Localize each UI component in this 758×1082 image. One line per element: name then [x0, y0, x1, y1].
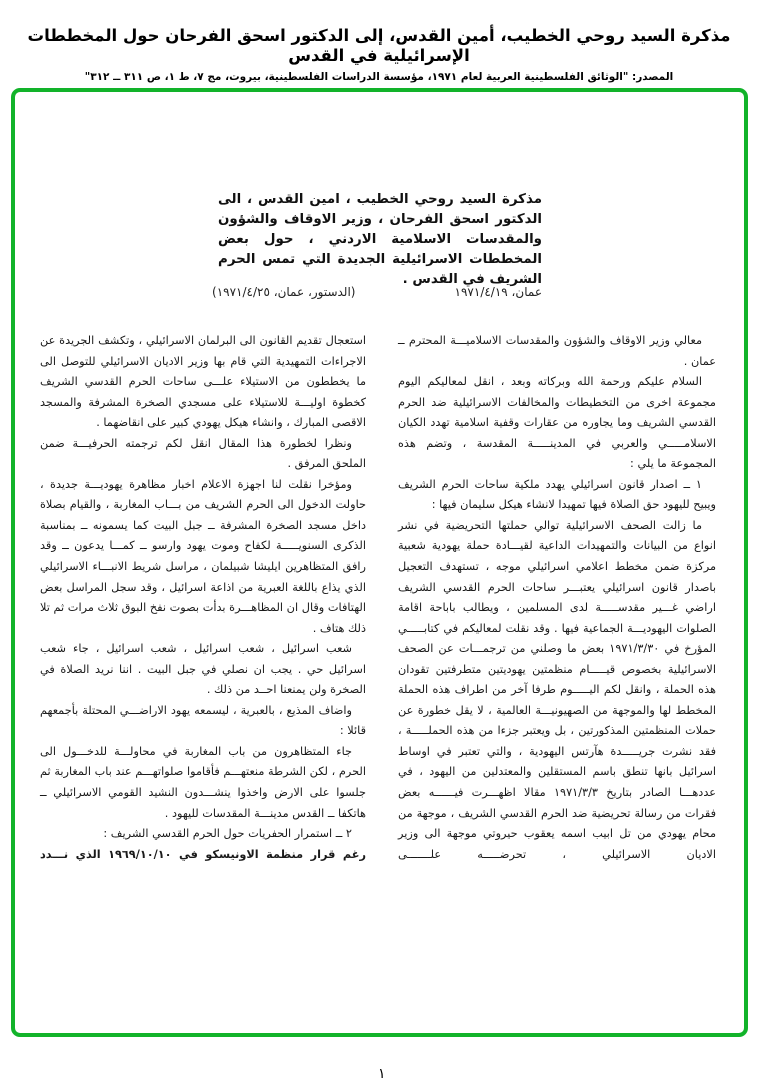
page-number: ١: [378, 1066, 386, 1082]
page-title: مذكرة السيد روحي الخطيب، أمين القدس، إلى الدكتور اسحق الفرحان حول المخططات الإسرائيلية في القدس: [27, 26, 731, 65]
publication-reference: (الدستور، عمان، ١٩٧١/٤/٢٥): [212, 285, 356, 299]
paragraph: رغم قرار منظمة الاونيسكو في ١٩٦٩/١٠/١٠ الذي نـــدد: [40, 847, 366, 861]
left-column: [40, 331, 366, 865]
paragraph: ونظرا لخطورة هذا المقال انقل لكم ترجمته الحرفيـــة ضمن الملحق المرفق .: [40, 436, 366, 471]
paragraph: واضاف المذيع ، بالعبرية ، ليسمعه يهود الاراضـــي المحتلة بأجمعهم قائلا :: [40, 703, 366, 738]
paragraph: ١ ــ اصدار قانون اسرائيلي يهدد ملكية ساحات الحرم الشريف ويبيح لليهود حق الصلاة فيها تمهيدا لانشاء هيكل سليمان فيها :: [398, 477, 716, 512]
paragraph: ما زالت الصحف الاسرائيلية توالي حملتها التحريضية في نشر انواع من البيانات والتمهيدات الداعية لقيـــادة حملة يهودية شعبية مركزة ضمن مخطط اعلامي اسرائيلي موجه ، تستهدف التعجيل باصدار قانون اسرائيلي يعتبـــر ساحات الحرم القدسي الشريف اراضي غـــير مقدســـــة لدى المسلمين ، ويطالب باباحة اقامة الصلوات اليهوديـــة الجماعية فيها . وقد نقلت لمعاليكم في كتابـــــي المؤرخ في ١٩٧١/٣/٣٠ بعض ما وصلني من ترجمـــات عن الصحف الاسرائيلية بخصوص قيـــــام منظمتين يهوديتين متطرفتين تقودان هذه الحملة ، وانقل لكم اليـــــوم طرفا آخر من اطراف هذه الحملة المخطط لها والموجهة من الصهيونيـــة العالمية ، لا يقل خطورة عن حملات المنظمتين المذكورتين ، بل ويعتبر جزءا من هذه الحملـــــة ، فقد نشرت جريـــــدة هآرتس اليهودية ، والتي تعتبر في اوساط اسرائيل بانها تنطق باسم المستقلين والمعتدلين من اليهود ، في عددهـــا الصادر بتاريخ ١٩٧١/٣/٣ مقالا اظهـــرت فيــــــه بعض فقرات من رسالة تحريضية ضد الحرم القدسي الشريف ، موجهة من محام يهودي من تل ابيب اسمه يعقوب حيروتي موجهة الى وزير الاديان الاسرائيلي ، تحرضـــــه علـــــــى: [398, 518, 716, 861]
paragraph: السلام عليكم ورحمة الله وبركاته وبعد ، انقل لمعاليكم اليوم مجموعة اخرى من التخطيطات والمخالفات الاسرائيلية ضد الحرم القدسي الشريف وما يجاوره من عقارات وقفية اسلامية تهدد الكيان الاسلامـــــي والعربي في المدينـــــة المقدسة ، وتضم هذه المجموعة ما يلي :: [398, 375, 716, 471]
section-heading: ٢ ــ استمرار الحفريات حول الحرم القدسي الشريف :: [103, 827, 352, 841]
source-citation: المصدر: "الوثائق الفلسطينية العربية لعام ١٩٧١، مؤسسة الدراسات الفلسطينية، بيروت، مج ٧، ط ١، ص ٣١١ ــ ٣١٢": [84, 71, 674, 83]
paragraph: جاء المتظاهرون من باب المغاربة في محاولـــة للدخـــول الى الحرم ، لكن الشرطة منعتهـــم فأقاموا صلواتهـــم عند باب المغاربة ثم جلسوا على الارض واخذوا ينشـــدون النشيد القومي الاسرائيلي ــ هاتكفا ــ القدس مدينـــة المقدسات لليهود .: [40, 744, 366, 820]
date-place: عمان، ١٩٧١/٤/١٩: [454, 285, 542, 299]
document-heading: مذكرة السيد روحي الخطيب ، امين القدس ، الى الدكتور اسحق الفرحان ، وزير الاوقاف والشؤون والمقدسات الاسلامية الاردني ، حول بعض المخططات الاسرائيلية الجديدة التي تمس الحرم الشريف في القدس .: [218, 192, 542, 287]
paragraph: شعب اسرائيل ، شعب اسرائيل ، شعب اسرائيل ، جاء شعب اسرائيل حي . يجب ان نصلي في جبل البيت . اننا نريد الصلاة في الصخرة ولن يمنعنا احــد من ذلك .: [40, 642, 366, 697]
right-column: [398, 331, 716, 865]
paragraph: ومؤخرا نقلت لنا اجهزة الاعلام اخبار مظاهرة يهوديـــة جديدة ، حاولت الدخول الى الحرم الشريف من بـــاب المغاربة ، والقيام بصلاة داخل مسجد الصخرة المشرفة ــ جبل البيت كما يسمونه ــ بمناسبة الذكرى السنويـــــة لكفاح وموت يهود وارسو ــ كمـــا يدعون ــ وقد رافق المتظاهرين ايليشا شبيلمان ، مراسل شريط الانبـــاء الاسرائيلي الذي يذاع باللغة العبرية من اذاعة اسرائيل ، وقد سجل المراسل بعض الهتافات وقال ان المظاهـــرة بدأت بصوت نفخ البوق ثلاث مرات ثم تلا ذلك هتاف .: [40, 477, 366, 635]
document-dates: [212, 285, 542, 299]
page-header: [0, 26, 758, 84]
paragraph: معالي وزير الاوقاف والشؤون والمقدسات الاسلاميـــة المحترم ــ عمان .: [398, 334, 716, 368]
paragraph: استعجال تقديم القانون الى البرلمان الاسرائيلي ، وتكشف الجريدة عن الاجراءات التمهيدية التي قام بها وزير الاديان الاسرائيلي للتوصل الى ما يخططون من الاستيلاء علـــى ساحات الحرم القدسي الشريف كخطوة اوليـــة للاستيلاء على مسجدي الصخرة المشرفة والمسجد الاقصى المبارك ، وانشاء هيكل يهودي كبير على انقاضهما .: [40, 334, 366, 430]
